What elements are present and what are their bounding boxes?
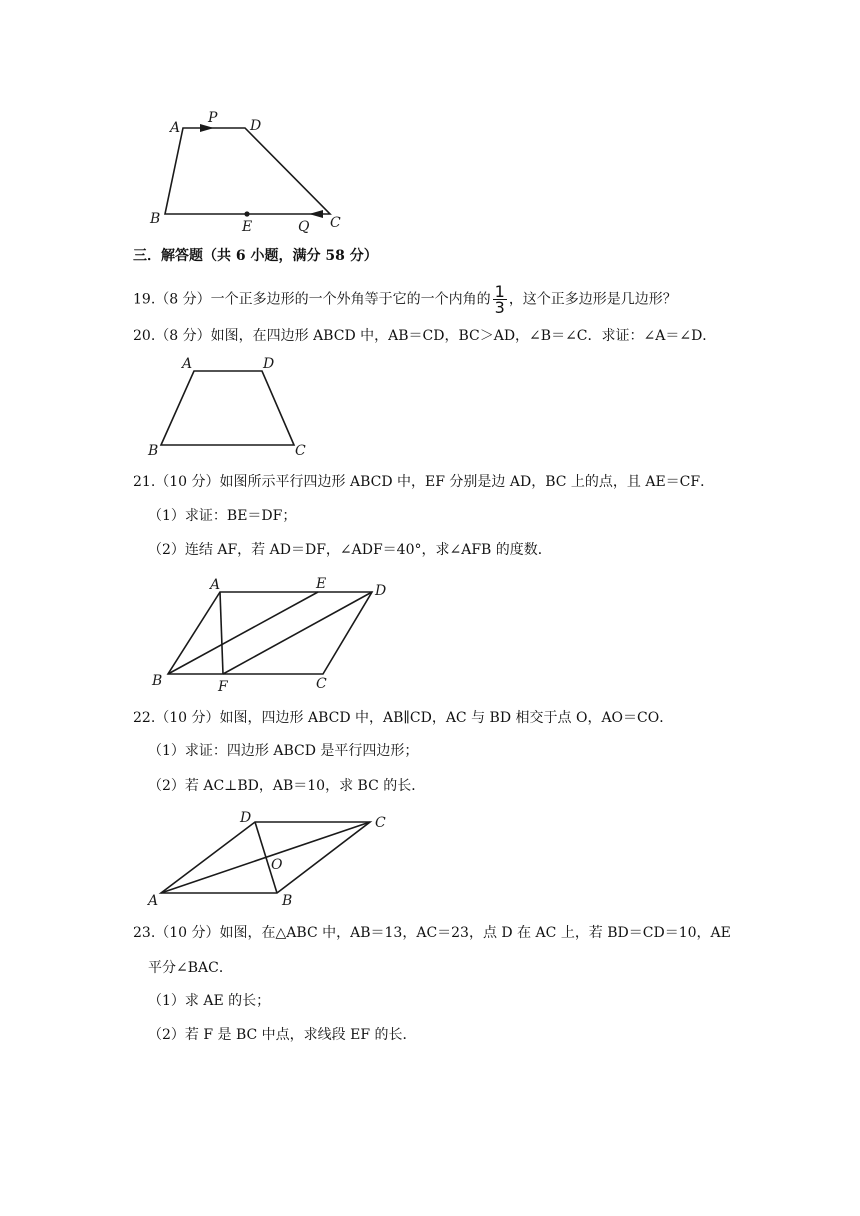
label-p: P [208,110,218,126]
figure-q21-parallelogram [150,575,400,695]
trapezoid-outline [165,128,330,214]
q19-frac-den: 3 [494,298,505,317]
label-a: A [170,120,181,136]
question-23-line-1: 23.（10 分）如图，在△ABC 中，AB＝13，AC＝23，点 D 在 AC 上，若 BD＝CD＝10，AE [133,925,731,941]
section-3-heading: 三．解答题（共 6 小题，满分 58 分） [133,248,378,264]
q19-text-before: 19.（8 分）一个正多边形的一个外角等于它的一个内角的 [133,291,491,308]
label-e: E [316,576,327,592]
label-d: D [375,583,387,599]
figure-q20-trapezoid [145,355,315,460]
label-a: A [210,577,221,593]
label-a: A [182,356,193,372]
label-b: B [282,893,293,909]
point-e-dot [244,211,249,216]
label-b: B [148,443,159,459]
question-23-part-1: （1）求 AE 的长； [148,993,271,1009]
question-21: 21.（10 分）如图所示平行四边形 ABCD 中，EF 分别是边 AD，BC 上的点，且 AE＝CF． [133,474,715,490]
label-q: Q [298,219,310,235]
segment-af [220,592,223,674]
parallelogram-abcd [168,592,372,674]
q19-frac-num: 1 [494,282,505,301]
figure-trapezoid-moving-points [140,105,380,235]
question-21-part-2: （2）连结 AF，若 AD＝DF，∠ADF＝40°，求∠AFB 的度数． [148,542,552,558]
question-22: 22.（10 分）如图，四边形 ABCD 中，AB∥CD，AC 与 BD 相交于点 O，AO＝CO． [133,710,674,726]
label-a: A [148,893,159,909]
label-b: B [150,211,161,227]
label-c: C [316,676,327,692]
arrow-q-icon [309,210,323,218]
label-c: C [330,215,341,231]
label-c: C [295,443,306,459]
question-23-part-2: （2）若 F 是 BC 中点，求线段 EF 的长． [148,1027,417,1043]
segment-be [168,592,318,674]
question-23-line-2: 平分∠BAC． [148,960,233,976]
label-o: O [271,857,283,873]
q19-fraction [493,284,507,315]
figure-q22-quadrilateral [145,808,405,908]
segment-fd [223,592,372,674]
q19-text-after: ，这个正多边形是几边形？ [508,291,677,308]
label-e: E [242,219,253,235]
trapezoid-abcd [161,371,294,445]
question-19 [133,284,677,315]
question-22-part-2: （2）若 AC⊥BD，AB＝10，求 BC 的长． [148,778,426,794]
question-22-part-1: （1）求证：四边形 ABCD 是平行四边形； [148,743,419,759]
label-c: C [375,815,386,831]
label-d: D [263,356,275,372]
question-20: 20.（8 分）如图，在四边形 ABCD 中，AB＝CD，BC＞AD，∠B＝∠C．求证：∠A＝∠D． [133,328,717,344]
question-21-part-1: （1）求证：BE＝DF； [148,508,297,524]
label-f: F [218,679,228,695]
label-d: D [240,810,252,826]
label-d: D [250,118,262,134]
label-b: B [152,673,163,689]
